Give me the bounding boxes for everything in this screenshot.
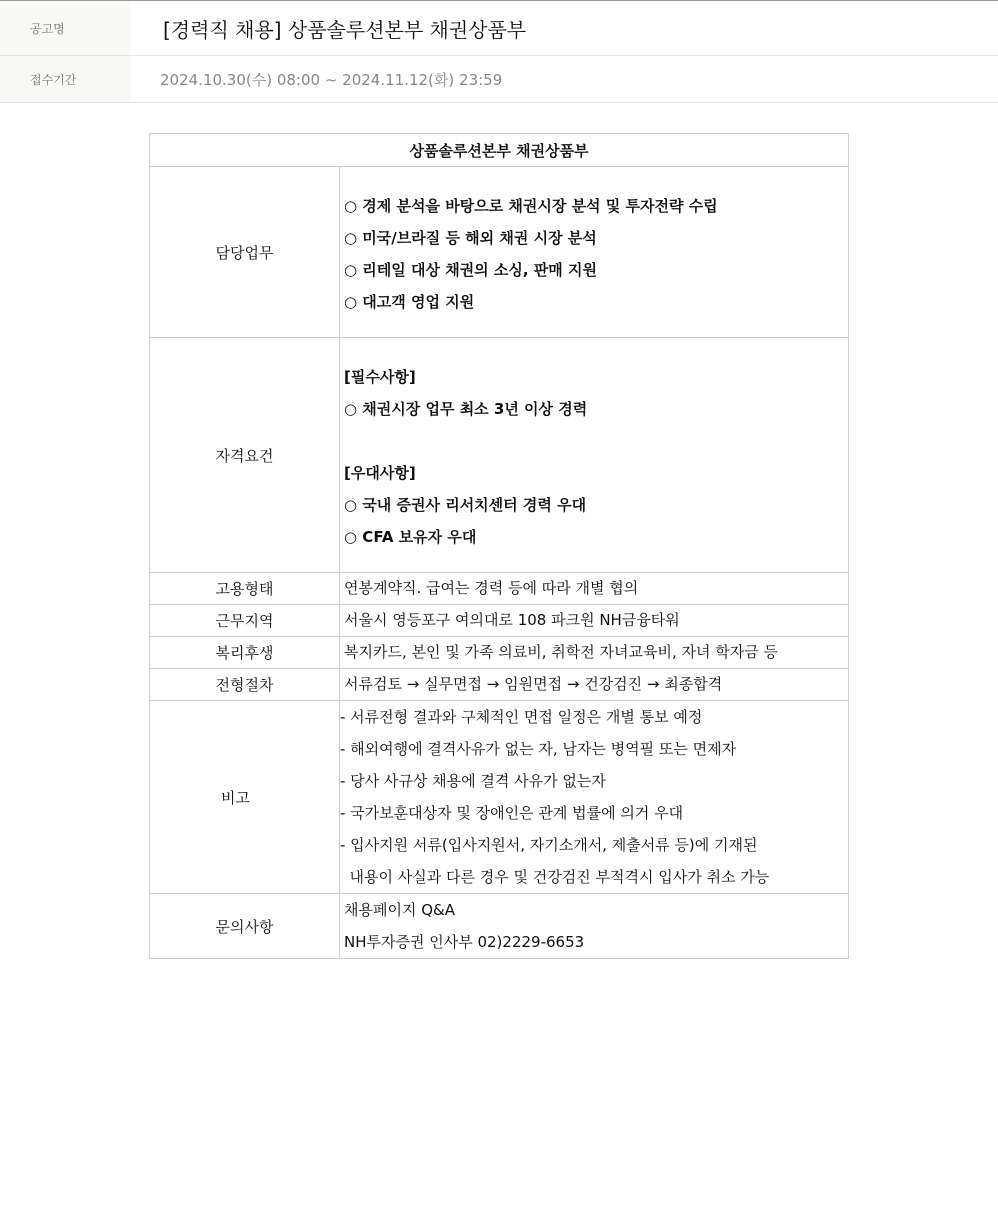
process-value: 서류검토 → 실무면접 → 임원면접 → 건강검진 → 최종합격	[344, 675, 723, 693]
remark-item: 내용이 사실과 다른 경우 및 건강검진 부적격시 입사가 취소 가능	[340, 868, 770, 886]
contact-item: 채용페이지 Q&A	[344, 901, 455, 919]
duties-label: 담당업무	[150, 167, 340, 338]
contact-cell	[340, 894, 849, 959]
preferred-item: ○ 국내 증권사 리서치센터 경력 우대	[344, 496, 587, 514]
qualifications-label: 자격요건	[150, 338, 340, 573]
qualifications-cell	[340, 338, 849, 573]
preferred-item: ○ CFA 보유자 우대	[344, 528, 477, 546]
duty-item: ○ 경제 분석을 바탕으로 채권시장 분석 및 투자전략 수립	[344, 197, 718, 215]
welfare-value: 복지카드, 본인 및 가족 의료비, 취학전 자녀교육비, 자녀 학자금 등	[344, 643, 778, 661]
remark-item: - 국가보훈대상자 및 장애인은 관계 법률에 의거 우대	[340, 804, 684, 822]
application-period: 2024.10.30(수) 08:00 ~ 2024.11.12(화) 23:59	[160, 70, 503, 89]
preferred-title: [우대사항]	[344, 464, 416, 482]
contact-item: NH투자증권 인사부 02)2229-6653	[344, 933, 585, 951]
process-label: 전형절차	[150, 669, 340, 701]
remarks-cell	[340, 701, 849, 894]
location-label: 근무지역	[150, 605, 340, 637]
contact-label: 문의사항	[150, 894, 340, 959]
posting-title: [경력직 채용] 상품솔루션본부 채권상품부	[163, 17, 527, 42]
required-item: ○ 채권시장 업무 최소 3년 이상 경력	[344, 400, 588, 418]
table-heading: 상품솔루션본부 채권상품부	[150, 134, 849, 167]
job-details-table	[149, 133, 849, 959]
employment-value: 연봉계약직. 급여는 경력 등에 따라 개별 협의	[344, 579, 639, 597]
remark-item: - 해외여행에 결격사유가 없는 자, 남자는 병역필 또는 면제자	[340, 740, 737, 758]
remarks-label: 비고	[150, 701, 340, 894]
period-label: 접수기간	[0, 56, 130, 102]
duty-item: ○ 대고객 영업 지원	[344, 293, 475, 311]
required-title: [필수사항]	[344, 368, 416, 386]
remark-item: - 입사지원 서류(입사지원서, 자기소개서, 제출서류 등)에 기재된	[340, 836, 758, 854]
welfare-label: 복리후생	[150, 637, 340, 669]
posting-header	[0, 0, 998, 103]
duty-item: ○ 미국/브라질 등 해외 채권 시장 분석	[344, 229, 597, 247]
location-value: 서울시 영등포구 여의대로 108 파크원 NH금융타워	[344, 611, 680, 629]
duties-cell	[340, 167, 849, 338]
spacer	[344, 425, 848, 457]
duty-item: ○ 리테일 대상 채권의 소싱, 판매 지원	[344, 261, 597, 279]
remark-item: - 당사 사규상 채용에 결격 사유가 없는자	[340, 772, 606, 790]
remark-item: - 서류전형 결과와 구체적인 면접 일정은 개별 통보 예정	[340, 708, 703, 726]
title-label: 공고명	[0, 1, 130, 55]
period-row	[0, 56, 998, 103]
title-row	[0, 1, 998, 56]
employment-label: 고용형태	[150, 573, 340, 605]
